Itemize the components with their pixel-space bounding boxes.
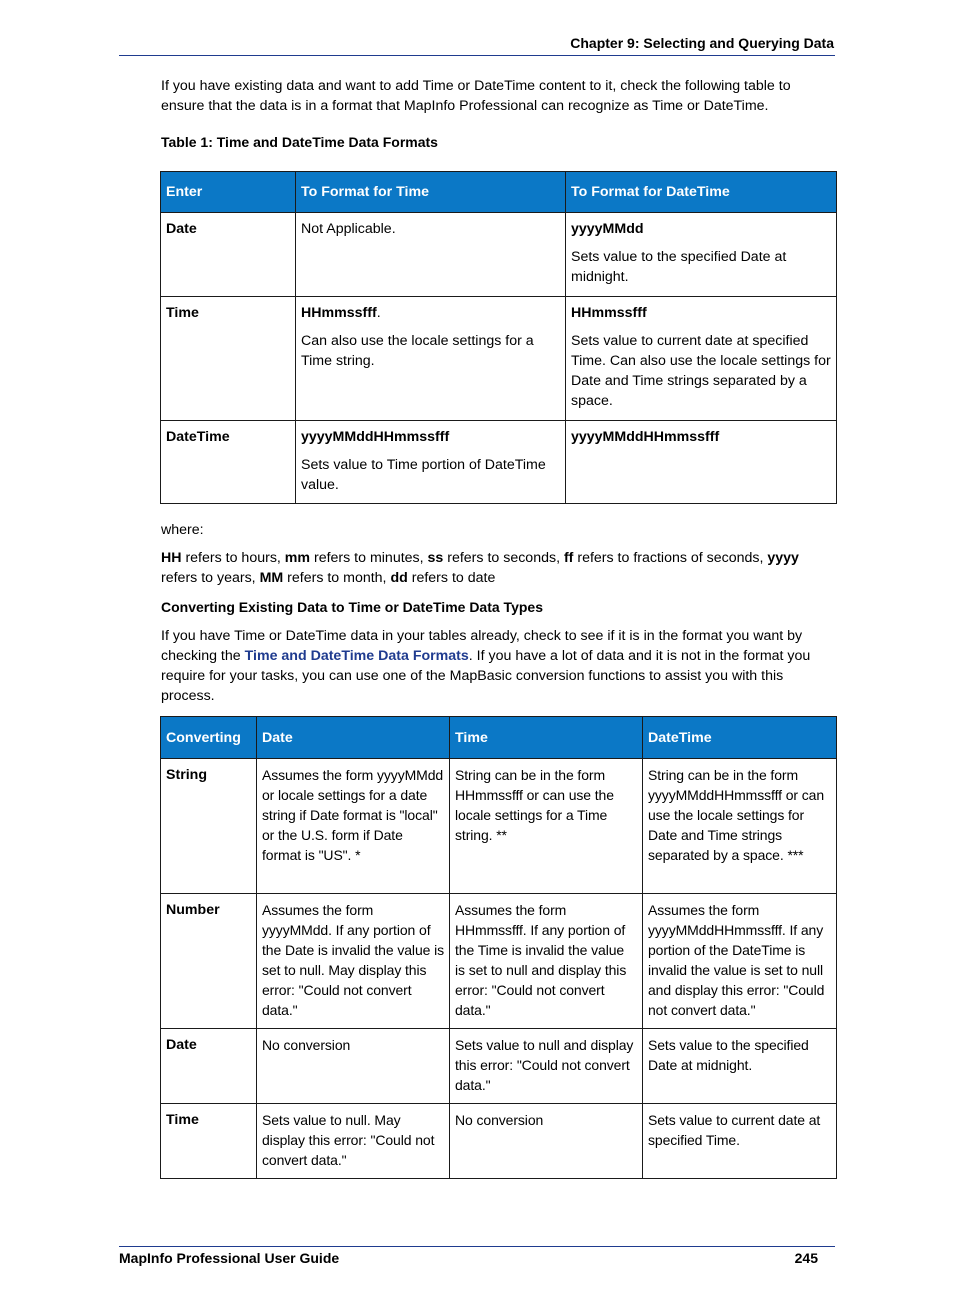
text-run: . If you have a lot of data and it is not in the format you bbox=[468, 648, 811, 664]
term: mm bbox=[284, 550, 311, 566]
formats-table bbox=[160, 171, 837, 504]
table-row bbox=[161, 894, 837, 1029]
term-definition: refers to fractions of seconds, bbox=[573, 550, 768, 566]
table-row bbox=[161, 297, 837, 421]
term-definition: refers to month, bbox=[283, 570, 391, 586]
term: ss bbox=[427, 550, 444, 566]
section-heading: Converting Existing Data to Time or DateTime Data Types bbox=[161, 599, 543, 615]
paragraph-line: If you have Time or DateTime data in your tables already, check to see if it is in the format you want by bbox=[161, 628, 803, 644]
table-cell: Sets value to the specified Date at midnight. bbox=[643, 1029, 837, 1104]
format-code: yyyyMMdd bbox=[571, 221, 644, 237]
where-definitions bbox=[161, 548, 841, 588]
paragraph-line: require for your tasks, you can use one of the MapBasic conversion functions to assist you with this bbox=[161, 668, 784, 684]
table-header-row bbox=[161, 717, 837, 759]
definition-line bbox=[161, 568, 841, 588]
table-row bbox=[161, 421, 837, 504]
term: HH bbox=[161, 550, 182, 566]
term: MM bbox=[259, 570, 284, 586]
column-header: Date bbox=[257, 717, 450, 759]
term: ff bbox=[563, 550, 574, 566]
row-label: Number bbox=[166, 902, 220, 918]
table1-caption: Table 1: Time and DateTime Data Formats bbox=[161, 134, 438, 150]
intro-line: If you have existing data and want to add Time or DateTime content to it, check the following table to bbox=[161, 78, 791, 94]
intro-line: ensure that the data is in a format that MapInfo Professional can recognize as Time or DateTime. bbox=[161, 98, 769, 114]
table-cell: Sets value to null and display this error: "Could not convert data." bbox=[450, 1029, 643, 1104]
table-cell: Assumes the form yyyyMMdd. If any portion of the Date is invalid the value is set to null. May display this error: "Could not convert data." bbox=[257, 894, 450, 1029]
table-cell: No conversion bbox=[257, 1029, 450, 1104]
footer-rule bbox=[119, 1246, 835, 1247]
cell-text: Not Applicable. bbox=[301, 221, 396, 237]
table-row bbox=[161, 1029, 837, 1104]
table-row bbox=[161, 759, 837, 894]
format-code: HHmmssfff bbox=[301, 305, 377, 321]
term: dd bbox=[390, 570, 408, 586]
cell-note: Sets value to Time portion of DateTime value. bbox=[301, 457, 546, 493]
footer-guide-title: MapInfo Professional User Guide bbox=[119, 1250, 340, 1266]
column-header: Converting bbox=[161, 717, 257, 759]
chapter-header: Chapter 9: Selecting and Querying Data bbox=[570, 35, 834, 51]
term-definition: refers to minutes, bbox=[310, 550, 428, 566]
formats-table-link[interactable]: Time and DateTime Data Formats bbox=[244, 648, 469, 664]
table-cell: Sets value to null. May display this error: "Could not convert data." bbox=[257, 1104, 450, 1179]
table-row bbox=[161, 1104, 837, 1179]
row-label: Date bbox=[166, 1037, 197, 1053]
row-label: DateTime bbox=[166, 429, 230, 445]
table-cell: Assumes the form HHmmssfff. If any portion of the Time is invalid the value is set to null and display this error: "Could not convert data." bbox=[450, 894, 643, 1029]
term-definition: refers to seconds, bbox=[443, 550, 564, 566]
text-run: checking the bbox=[161, 648, 245, 664]
row-label: String bbox=[166, 767, 207, 783]
where-label: where: bbox=[161, 522, 204, 538]
term-definition: refers to years, bbox=[161, 570, 260, 586]
table-header-row bbox=[161, 172, 837, 213]
conversion-table bbox=[160, 716, 837, 1179]
format-code: yyyyMMddHHmmssfff bbox=[301, 429, 450, 445]
paragraph-line: process. bbox=[161, 688, 215, 704]
table-cell: Assumes the form yyyyMMddHHmmssfff. If any portion of the DateTime is invalid the value is set to null and display this error: "Could not convert data." bbox=[643, 894, 837, 1029]
header-rule bbox=[119, 55, 835, 56]
cell-note: Sets value to the specified Date at midnight. bbox=[571, 249, 787, 285]
column-header: To Format for Time bbox=[296, 172, 566, 213]
format-code: yyyyMMddHHmmssfff bbox=[571, 429, 720, 445]
column-header: Time bbox=[450, 717, 643, 759]
row-label: Time bbox=[166, 305, 199, 321]
intro-paragraph bbox=[161, 76, 791, 116]
paragraph-line bbox=[161, 646, 810, 666]
column-header: To Format for DateTime bbox=[566, 172, 837, 213]
table-cell: No conversion bbox=[450, 1104, 643, 1179]
cell-note: Sets value to current date at specified Time. Can also use the locale settings for Date and Time strings separated by a space. bbox=[571, 333, 831, 409]
page-number: 245 bbox=[794, 1250, 818, 1266]
definition-line bbox=[161, 548, 841, 568]
column-header: DateTime bbox=[643, 717, 837, 759]
table-cell: Assumes the form yyyyMMdd or locale settings for a date string if Date format is "local" or the U.S. form if Date format is "US". * bbox=[257, 759, 450, 894]
format-suffix: . bbox=[376, 305, 381, 321]
table-row bbox=[161, 213, 837, 297]
cell-note: Can also use the locale settings for a Time string. bbox=[301, 333, 534, 369]
term-definition: refers to hours, bbox=[181, 550, 285, 566]
converting-paragraph bbox=[161, 626, 810, 706]
column-header: Enter bbox=[161, 172, 296, 213]
table-cell: Sets value to current date at specified Time. bbox=[643, 1104, 837, 1179]
row-label: Date bbox=[166, 221, 197, 237]
term-definition: refers to date bbox=[407, 570, 496, 586]
row-label: Time bbox=[166, 1112, 199, 1128]
table-cell: String can be in the form yyyyMMddHHmmssfff or can use the locale settings for Date and Time strings separated by a space. *** bbox=[643, 759, 837, 894]
term: yyyy bbox=[767, 550, 799, 566]
format-code: HHmmssfff bbox=[571, 305, 647, 321]
table-cell: String can be in the form HHmmssfff or can use the locale settings for a Time string. ** bbox=[450, 759, 643, 894]
